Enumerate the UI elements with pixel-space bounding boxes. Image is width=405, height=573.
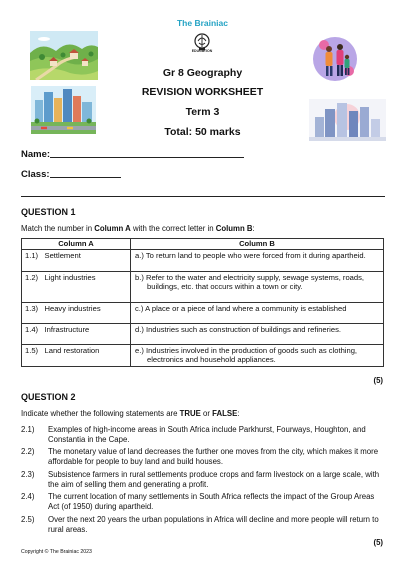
skyline-illustration-image <box>309 99 386 141</box>
row-number: 1.5) <box>22 345 42 367</box>
question1-instruction: Match the number in Column A with the correct letter in Column B: <box>21 224 255 233</box>
term-label: Term 3 <box>185 106 220 118</box>
statement-text: Examples of high-income areas in South Africa include Parkhurst, Fourways, Houghton, and Constantia in the Cape. <box>48 425 366 444</box>
statement-item <box>21 515 383 534</box>
column-b-header: Column B <box>131 239 384 250</box>
column-b-definition: e.) Industries involved in the production of goods such as clothing, electronics and household appliances. <box>135 346 358 365</box>
statement-number: 2.4) <box>21 492 35 501</box>
question2-heading: QUESTION 2 <box>21 392 76 402</box>
table-row <box>22 250 384 272</box>
column-a-term: Infrastructure <box>42 324 131 345</box>
column-a-term: Settlement <box>42 250 131 272</box>
question1-heading: QUESTION 1 <box>21 207 76 217</box>
row-number: 1.4) <box>22 324 42 345</box>
column-a-term: Light industries <box>42 272 131 303</box>
row-number: 1.3) <box>22 303 42 324</box>
column-a-term: Land restoration <box>42 345 131 367</box>
city-illustration-image <box>31 86 96 134</box>
table-row <box>22 272 384 303</box>
matching-table <box>21 238 384 367</box>
total-marks: Total: 50 marks <box>164 126 241 138</box>
column-b-definition: d.) Industries such as construction of buildings and refineries. <box>135 325 341 334</box>
statement-number: 2.5) <box>21 515 35 524</box>
statement-number: 2.2) <box>21 447 35 456</box>
column-b-definition: c.) A place or a piece of land where a community is established <box>135 304 347 313</box>
statement-item <box>21 492 383 511</box>
column-a-header: Column A <box>22 239 131 250</box>
divider-line <box>21 196 385 197</box>
table-row <box>22 303 384 324</box>
statement-number: 2.3) <box>21 470 35 479</box>
question2-marks: (5) <box>373 538 383 547</box>
column-b-definition: b.) Refer to the water and electricity supply, sewage systems, roads, buildings, etc. that occurs within a town or city. <box>135 273 365 292</box>
table-row <box>22 324 384 345</box>
column-b-definition: a.) To return land to people who were forced from it during apartheid. <box>135 251 366 260</box>
class-label: Class: <box>21 169 50 180</box>
column-a-term: Heavy industries <box>42 303 131 324</box>
statement-item <box>21 470 383 489</box>
statement-text: The monetary value of land decreases the further one moves from the city, which makes it more affordable for people to buy land and build houses. <box>48 447 379 466</box>
table-row <box>22 345 384 367</box>
row-number: 1.1) <box>22 250 42 272</box>
statement-item <box>21 425 383 444</box>
logo-text: EDUCATION <box>191 49 213 53</box>
copyright-text: Copyright © The Brainiac 2023 <box>21 549 92 555</box>
worksheet-title: REVISION WORKSHEET <box>141 86 264 98</box>
statement-text: Subsistence farmers in rural settlements produce crops and farm livestock on a large scale, with the aim of selling them and generating a profit. <box>48 470 380 489</box>
name-label: Name: <box>21 149 51 160</box>
statement-number: 2.1) <box>21 425 35 434</box>
brand-name: The Brainiac <box>176 18 229 28</box>
statement-item <box>21 447 383 466</box>
statement-text: Over the next 20 years the urban populations in Africa will decline and more people will return to rural areas. <box>48 515 379 534</box>
family-illustration-image <box>309 33 361 83</box>
name-input-line[interactable] <box>50 157 244 158</box>
class-input-line[interactable] <box>50 177 121 178</box>
statement-text: The current location of many settlements in South Africa reflects the impact of the Group Areas Act (of 1950) during apartheid. <box>48 492 375 511</box>
question1-marks: (5) <box>373 376 383 385</box>
question2-instruction: Indicate whether the following statements are TRUE or FALSE: <box>21 409 240 418</box>
village-landscape-image <box>30 31 98 80</box>
row-number: 1.2) <box>22 272 42 303</box>
subject-title: Gr 8 Geography <box>162 67 243 79</box>
